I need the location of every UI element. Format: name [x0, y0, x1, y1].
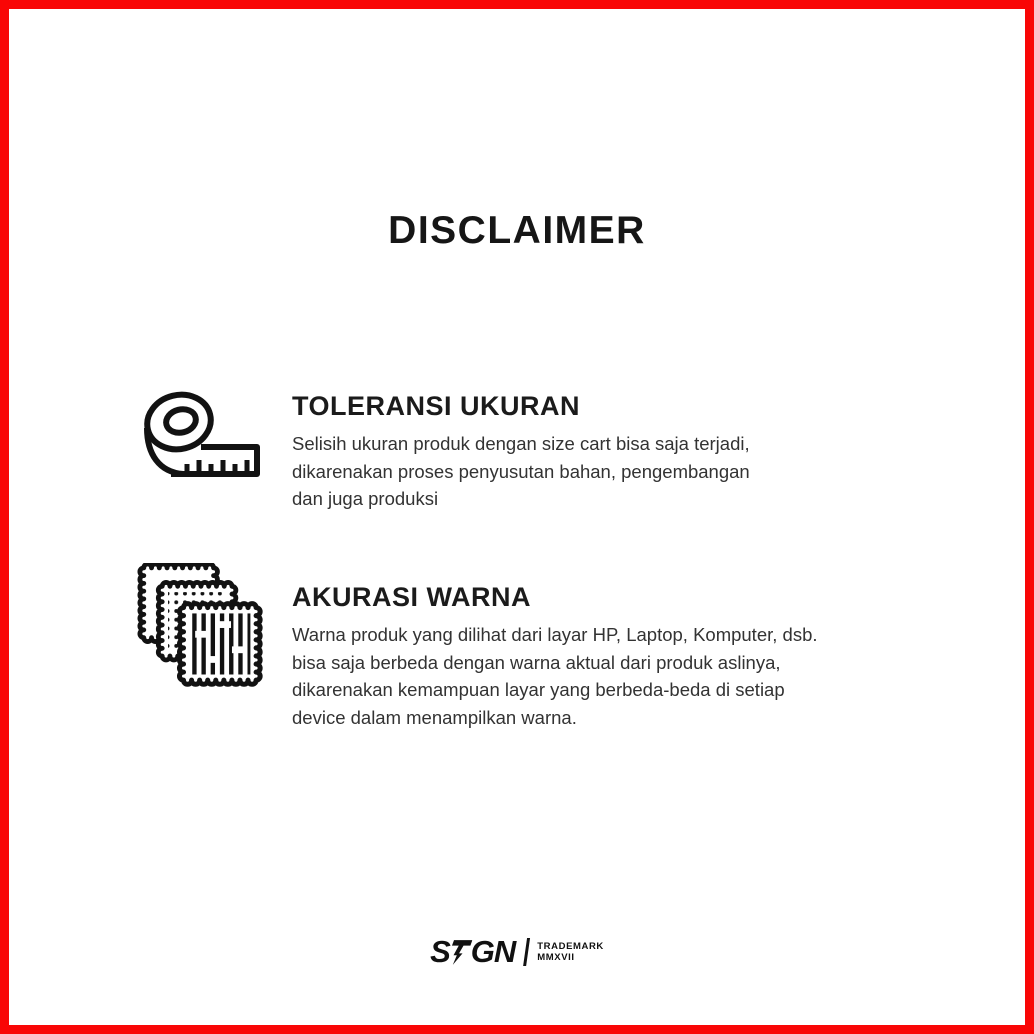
section-body-line: device dalam menampilkan warna. [292, 706, 577, 728]
section-akurasi-warna [137, 563, 818, 731]
logo-divider [523, 938, 530, 966]
section-toleransi-ukuran [137, 390, 750, 513]
brand-letter-s: S [430, 934, 450, 969]
trademark-block [537, 941, 604, 964]
brand-logo [430, 934, 604, 969]
fabric-swatches-icon [137, 563, 292, 696]
lightning-t-icon [447, 938, 472, 966]
section-text [292, 582, 818, 731]
page-title: DISCLAIMER [388, 209, 646, 252]
section-text [292, 391, 750, 513]
section-title: AKURASI WARNA [292, 582, 531, 612]
section-body-line: dikarenakan kemampuan layar yang berbeda-beda di setiap [292, 679, 785, 700]
section-body-line: Warna produk yang dilihat dari layar HP, Laptop, Komputer, dsb. [292, 624, 818, 645]
trademark-year: MMXVII [537, 952, 575, 963]
section-body-line: Selisih ukuran produk dengan size cart bisa saja terjadi, [292, 433, 750, 454]
section-body-line: bisa saja berbeda dengan warna aktual dari produk aslinya, [292, 651, 781, 673]
measuring-tape-icon [137, 390, 292, 491]
brand-stgn [430, 934, 516, 969]
section-title: TOLERANSI UKURAN [292, 391, 581, 421]
trademark-label: TRADEMARK [537, 940, 604, 952]
section-body-line: dikarenakan proses penyusutan bahan, pengembangan [292, 460, 750, 482]
section-body-line: dan juga produksi [292, 488, 439, 509]
brand-letters-gn: GN [470, 934, 516, 969]
